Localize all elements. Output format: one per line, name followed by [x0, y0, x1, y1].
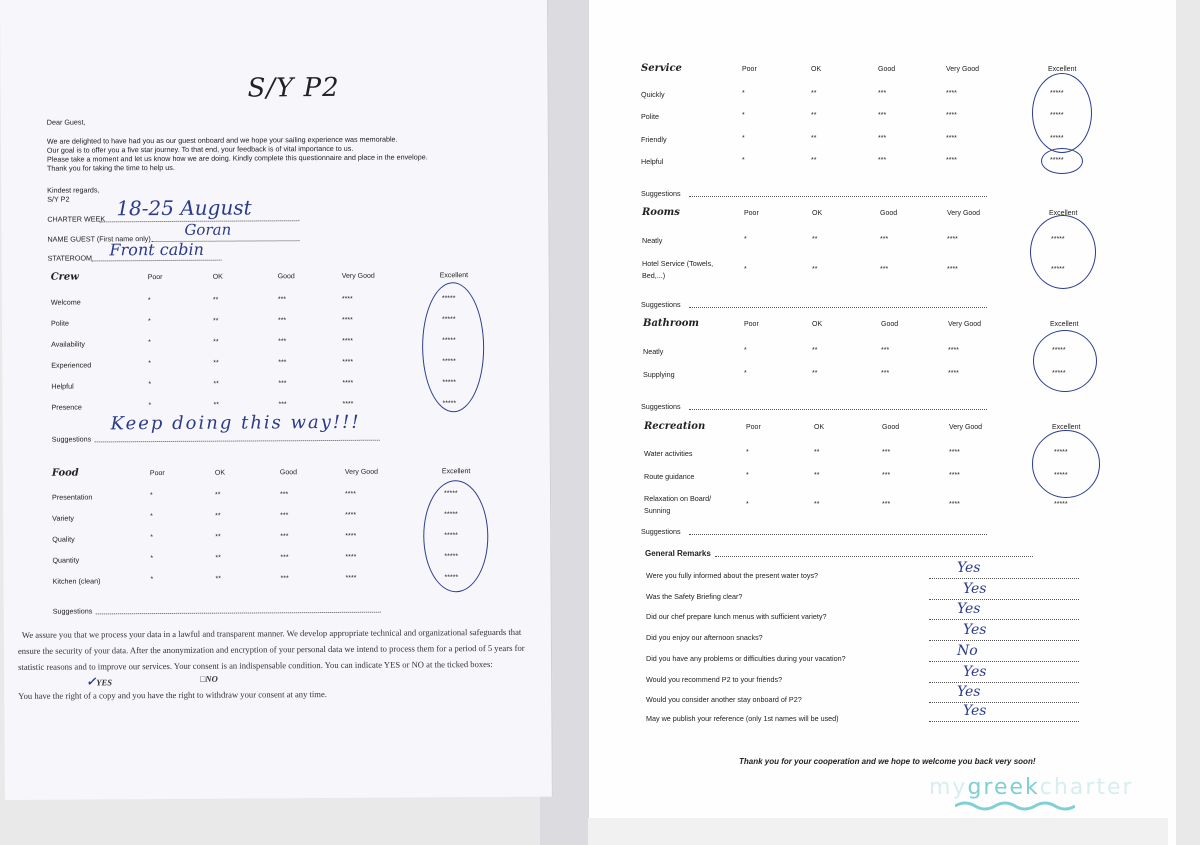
rating-option-4[interactable]: **** — [948, 347, 959, 354]
rating-option-3[interactable]: *** — [878, 157, 887, 164]
rating-option-4[interactable]: **** — [342, 379, 354, 387]
guest-name-label: NAME GUEST (First name only) — [47, 234, 151, 244]
scan-bottom-edge — [588, 818, 1168, 845]
closing-message: Thank you for your cooperation and we hope to welcome you back very soon! — [739, 757, 1036, 766]
answer-line — [929, 593, 1079, 600]
scale-header: Excellent — [1052, 424, 1081, 431]
crew-suggestions-value: Keep doing this way!!! — [110, 411, 361, 435]
rating-option-5[interactable]: ***** — [442, 379, 456, 387]
rating-option-2[interactable]: ** — [812, 347, 818, 354]
rating-option-3[interactable]: *** — [280, 533, 289, 541]
suggestions-label: Suggestions — [641, 402, 681, 411]
question-answer: Yes — [963, 664, 987, 680]
question-text: Did you enjoy our afternoon snacks? — [646, 633, 763, 642]
rating-option-3[interactable]: *** — [880, 236, 889, 243]
rating-option-5[interactable]: ***** — [444, 490, 458, 498]
answer-line — [929, 613, 1079, 620]
rating-option-1[interactable]: * — [150, 555, 154, 563]
consent-no-label: NO — [205, 673, 218, 684]
rating-option-4[interactable]: **** — [946, 135, 957, 142]
rating-option-4[interactable]: **** — [345, 511, 357, 519]
question-answer: No — [957, 643, 978, 659]
rating-option-1[interactable]: * — [744, 236, 747, 243]
rating-option-5[interactable]: ***** — [1052, 347, 1066, 354]
rating-option-1[interactable]: * — [744, 370, 747, 377]
rating-option-5[interactable]: ***** — [1050, 157, 1064, 164]
rating-option-4[interactable]: **** — [342, 337, 354, 345]
rating-option-4[interactable]: **** — [946, 157, 957, 164]
section-title: Rooms — [642, 207, 680, 218]
row-label: Supplying — [643, 370, 675, 379]
question-answer: Yes — [957, 560, 981, 576]
food-suggestions-line — [96, 606, 381, 615]
rating-option-5[interactable]: ***** — [441, 295, 456, 303]
watermark-logo — [929, 775, 1134, 800]
rating-option-4[interactable]: **** — [949, 472, 960, 479]
rating-option-2[interactable]: ** — [814, 501, 820, 508]
crew-suggestions-label: Suggestions — [51, 434, 92, 444]
rating-option-2[interactable]: ** — [811, 112, 817, 119]
rating-option-2[interactable]: ** — [215, 533, 221, 541]
question-answer: Yes — [963, 622, 987, 638]
privacy-text: ensure the security of your data. After the anonymization and encryption of your personal data we intend to process them for a period of 5 years for — [17, 642, 525, 656]
question-text: Did our chef prepare lunch menus with sufficient variety? — [646, 612, 827, 621]
rating-option-1[interactable]: * — [150, 492, 153, 500]
rating-option-5[interactable]: ***** — [441, 316, 456, 324]
rating-option-5[interactable]: ***** — [442, 337, 456, 345]
scale-header: Poor — [746, 424, 761, 431]
rating-option-5[interactable]: ***** — [1050, 135, 1064, 142]
row-label: Helpful — [641, 157, 664, 166]
question-text: Would you recommend P2 to your friends? — [646, 675, 783, 684]
guest-name-value: Goran — [184, 220, 232, 239]
rating-option-3[interactable]: *** — [878, 112, 887, 119]
row-label: Availability — [51, 339, 85, 349]
scale-header: Poor — [744, 321, 759, 328]
rating-option-5[interactable]: ***** — [444, 532, 458, 540]
rating-option-3[interactable]: *** — [280, 512, 289, 520]
excellent-circle — [1041, 148, 1083, 174]
regards: Kindest regards, — [47, 185, 100, 195]
wave-icon — [955, 800, 1075, 812]
rating-option-4[interactable]: **** — [345, 553, 357, 561]
section-title: Bathroom — [643, 318, 700, 329]
question-answer: Yes — [957, 684, 981, 700]
rating-option-1[interactable]: * — [148, 360, 151, 368]
rating-option-4[interactable]: **** — [946, 112, 957, 119]
scale-header: OK — [814, 424, 825, 431]
rating-option-3[interactable]: *** — [882, 472, 891, 479]
question-text: Was the Safety Briefing clear? — [646, 592, 743, 601]
suggestions-line — [689, 403, 987, 410]
charter-week-label: CHARTER WEEK — [47, 214, 106, 224]
rating-option-5[interactable]: ***** — [1052, 370, 1066, 377]
watermark-text: greek — [967, 775, 1040, 800]
scale-header: Very Good — [949, 424, 983, 431]
rating-option-4[interactable]: **** — [345, 574, 357, 582]
suggestions-label: Suggestions — [641, 189, 681, 198]
excellent-circle — [1032, 73, 1092, 153]
rating-option-2[interactable]: ** — [811, 90, 817, 97]
rating-option-3[interactable]: *** — [878, 90, 887, 97]
row-label: Quality — [52, 534, 75, 544]
rating-option-2[interactable]: ** — [213, 401, 219, 409]
rating-option-2[interactable]: ** — [814, 449, 820, 456]
scale-header: OK — [812, 321, 823, 328]
rating-option-2[interactable]: ** — [812, 266, 818, 273]
consent-yes-option[interactable] — [86, 674, 112, 688]
privacy-text: We assure you that we process your data in a lawful and transparent manner. We develop appropriate technical and organizational safeguards that — [21, 626, 522, 640]
intro-line: Thank you for taking the time to help us. — [47, 162, 175, 173]
rating-option-4[interactable]: **** — [342, 400, 354, 408]
row-label: Polite — [50, 318, 69, 328]
rating-option-1[interactable]: * — [150, 513, 153, 521]
rating-option-1[interactable]: * — [746, 449, 749, 456]
rating-option-2[interactable]: ** — [215, 491, 221, 499]
rating-option-4[interactable]: **** — [949, 449, 960, 456]
rating-option-1[interactable]: * — [742, 90, 745, 97]
rating-option-4[interactable]: **** — [946, 90, 957, 97]
rating-option-3[interactable]: *** — [880, 266, 889, 273]
checkbox-icon: □ — [200, 673, 206, 684]
rating-option-4[interactable]: **** — [342, 358, 354, 366]
scale-header: OK — [811, 66, 822, 73]
section-title: Service — [641, 63, 682, 74]
scale-header: Good — [277, 273, 295, 281]
rating-option-5[interactable]: ***** — [1051, 266, 1065, 273]
rating-option-3[interactable]: *** — [278, 338, 287, 346]
row-label: Polite — [641, 112, 659, 121]
rating-option-3[interactable]: *** — [280, 575, 289, 583]
rating-option-1[interactable]: * — [742, 112, 745, 119]
suggestions-label: Suggestions — [641, 527, 681, 536]
scale-header: Very Good — [946, 66, 980, 73]
question-text: Would you consider another stay onboard of P2? — [646, 695, 802, 704]
copy-rights-note: You have the right of a copy and you have the right to withdraw your consent at any time. — [18, 689, 327, 701]
rating-option-5[interactable]: ***** — [1054, 501, 1068, 508]
row-label: Hotel Service (Towels, Bed,...) — [642, 259, 714, 280]
rating-option-1[interactable]: * — [148, 381, 152, 389]
rating-option-2[interactable]: ** — [213, 338, 219, 346]
row-label: Relaxation on Board/ Sunning — [644, 494, 712, 515]
rating-option-4[interactable]: **** — [341, 295, 353, 303]
rating-option-4[interactable]: **** — [949, 501, 960, 508]
rating-option-2[interactable]: ** — [812, 370, 818, 377]
rating-option-2[interactable]: ** — [215, 575, 222, 583]
rating-option-2[interactable]: ** — [212, 317, 219, 325]
rating-option-2[interactable]: ** — [213, 359, 219, 367]
rating-option-3[interactable]: *** — [881, 347, 890, 354]
page-title: S/Y P2 — [247, 72, 340, 104]
general-remarks-line — [715, 550, 1033, 557]
excellent-circle — [422, 282, 485, 412]
scale-header: OK — [214, 469, 226, 477]
watermark-text: charter — [1039, 775, 1134, 800]
row-label: Experienced — [51, 360, 92, 370]
food-suggestions-label: Suggestions — [52, 606, 93, 616]
scale-header: Good — [880, 210, 898, 217]
answer-line — [929, 655, 1079, 662]
left-questionnaire-page — [0, 0, 553, 800]
answer-line — [929, 676, 1079, 683]
rating-option-5[interactable]: ***** — [444, 511, 458, 519]
scale-header: Very Good — [344, 468, 378, 476]
rating-option-2[interactable]: ** — [812, 236, 818, 243]
question-text: Were you fully informed about the present water toys? — [646, 571, 819, 580]
scale-header: Good — [878, 66, 896, 73]
crew-suggestions-line — [95, 434, 380, 443]
consent-yes-label: YES — [96, 677, 113, 688]
row-label: Presentation — [52, 492, 93, 502]
scale-header: OK — [812, 210, 823, 217]
scale-header: Good — [882, 424, 900, 431]
section-title: Food — [51, 467, 79, 479]
rating-option-3[interactable]: *** — [878, 135, 887, 142]
intro-line: We are delighted to have had you as our guest onboard and we hope your sailing experience was memorable. — [46, 134, 398, 146]
row-label: Helpful — [51, 381, 74, 391]
rating-option-2[interactable]: ** — [811, 157, 817, 164]
scale-header: Poor — [744, 210, 759, 217]
section-title: Crew — [50, 271, 79, 283]
rating-option-1[interactable]: * — [746, 472, 749, 479]
scale-header: Very Good — [947, 210, 981, 217]
rating-option-2[interactable]: ** — [213, 380, 219, 388]
consent-no-option[interactable] — [200, 674, 218, 684]
row-label: Quickly — [641, 90, 665, 99]
scale-header: Poor — [742, 66, 757, 73]
rating-option-3[interactable]: *** — [280, 491, 289, 499]
right-questionnaire-page — [588, 0, 1176, 845]
rating-option-2[interactable]: ** — [215, 512, 221, 520]
question-text: Did you have any problems or difficulties during your vacation? — [646, 654, 846, 663]
stateroom-value: Front cabin — [109, 239, 204, 260]
excellent-circle — [1030, 215, 1096, 289]
suggestions-line — [689, 528, 987, 535]
rating-option-2[interactable]: ** — [811, 135, 817, 142]
rating-option-5[interactable]: ***** — [1050, 112, 1064, 119]
intro-line: Please take a moment and let us know how we are doing. Kindly complete this questionnaire and place in the envelope. — [46, 152, 428, 164]
question-answer: Yes — [963, 581, 987, 597]
row-label: Friendly — [641, 135, 667, 144]
answer-line — [929, 634, 1079, 641]
rating-option-2[interactable]: ** — [212, 296, 219, 304]
scale-header: Excellent — [441, 468, 471, 476]
suggestions-line — [689, 301, 987, 308]
rating-option-3[interactable]: *** — [882, 449, 891, 456]
rating-option-5[interactable]: ***** — [1050, 90, 1064, 97]
rating-option-3[interactable]: *** — [277, 296, 287, 304]
charter-week-value: 18-25 August — [116, 195, 252, 221]
row-label: Neatly — [643, 347, 664, 356]
scale-header: Excellent — [1049, 210, 1078, 217]
rating-option-2[interactable]: ** — [215, 554, 221, 562]
rating-option-3[interactable]: *** — [277, 317, 287, 325]
suggestions-line — [689, 190, 987, 197]
row-label: Water activities — [644, 449, 693, 458]
row-label: Quantity — [52, 555, 80, 565]
rating-option-4[interactable]: **** — [345, 532, 357, 540]
rating-option-4[interactable]: **** — [947, 266, 958, 273]
privacy-text: statistic reasons and to improve our services. Your consent is an indispensable condition. You can indicate YES or NO at the ticked boxes: — [18, 659, 493, 672]
scale-header: Good — [279, 469, 298, 477]
rating-option-3[interactable]: *** — [278, 380, 287, 388]
scale-header: Good — [881, 321, 899, 328]
scale-header: Poor — [149, 470, 165, 478]
intro-line: Our goal is to offer you a five star journey. To that end, your feedback is of vital importance to us. — [46, 143, 354, 155]
rating-option-5[interactable]: ***** — [1054, 449, 1068, 456]
checkmark-icon: ✓ — [86, 674, 97, 689]
question-answer: Yes — [963, 703, 987, 719]
rating-option-4[interactable]: **** — [341, 316, 353, 324]
suggestions-label: Suggestions — [641, 300, 681, 309]
rating-option-1[interactable]: * — [746, 501, 749, 508]
rating-option-5[interactable]: ***** — [1054, 472, 1068, 479]
question-text: May we publish your reference (only 1st names will be used) — [646, 714, 839, 723]
greeting: Dear Guest, — [46, 117, 86, 127]
answer-line — [929, 696, 1079, 703]
row-label: Welcome — [50, 297, 81, 307]
row-label: Presence — [51, 402, 82, 412]
rating-option-3[interactable]: *** — [280, 554, 289, 562]
answer-line — [929, 572, 1079, 579]
rating-option-3[interactable]: *** — [881, 370, 890, 377]
section-title: Recreation — [644, 421, 706, 432]
rating-option-1[interactable]: * — [148, 402, 152, 410]
row-label: Neatly — [642, 236, 663, 245]
rating-option-4[interactable]: **** — [947, 236, 958, 243]
rating-option-1[interactable]: * — [742, 135, 745, 142]
scale-header: Very Good — [341, 272, 375, 280]
rating-option-3[interactable]: *** — [278, 401, 287, 409]
row-label: Variety — [52, 513, 75, 523]
rating-option-4[interactable]: **** — [345, 490, 356, 498]
rating-option-3[interactable]: *** — [278, 359, 287, 367]
rating-option-1[interactable]: * — [147, 297, 151, 305]
rating-option-1[interactable]: * — [147, 318, 151, 326]
signature: S/Y P2 — [47, 194, 70, 204]
rating-option-1[interactable]: * — [744, 266, 747, 273]
excellent-circle — [1033, 330, 1097, 392]
watermark-text: my — [929, 775, 968, 800]
general-remarks-heading: General Remarks — [645, 549, 711, 558]
rating-option-5[interactable]: ***** — [444, 553, 459, 561]
scale-header: OK — [212, 273, 223, 281]
scale-header: Excellent — [439, 272, 469, 280]
rating-option-1[interactable]: * — [742, 157, 745, 164]
question-answer: Yes — [957, 601, 981, 617]
scale-header: Poor — [147, 274, 163, 282]
excellent-circle — [423, 480, 489, 592]
answer-line — [929, 715, 1079, 722]
row-label: Kitchen (clean) — [52, 576, 101, 586]
rating-option-1[interactable]: * — [150, 534, 154, 542]
rating-option-2[interactable]: ** — [814, 472, 820, 479]
rating-option-5[interactable]: ***** — [444, 574, 459, 582]
rating-option-5[interactable]: ***** — [442, 358, 456, 366]
stateroom-label: STATEROOM — [47, 253, 93, 263]
rating-option-4[interactable]: **** — [948, 370, 959, 377]
rating-option-1[interactable]: * — [148, 339, 151, 347]
scale-header: Excellent — [1050, 321, 1079, 328]
scale-header: Very Good — [948, 321, 982, 328]
row-label: Route guidance — [644, 472, 695, 481]
excellent-circle — [1032, 430, 1100, 498]
rating-option-5[interactable]: ***** — [442, 400, 457, 408]
rating-option-3[interactable]: *** — [882, 501, 891, 508]
scale-header: Excellent — [1048, 66, 1077, 73]
rating-option-1[interactable]: * — [150, 576, 154, 584]
rating-option-5[interactable]: ***** — [1051, 236, 1065, 243]
rating-option-1[interactable]: * — [744, 347, 747, 354]
